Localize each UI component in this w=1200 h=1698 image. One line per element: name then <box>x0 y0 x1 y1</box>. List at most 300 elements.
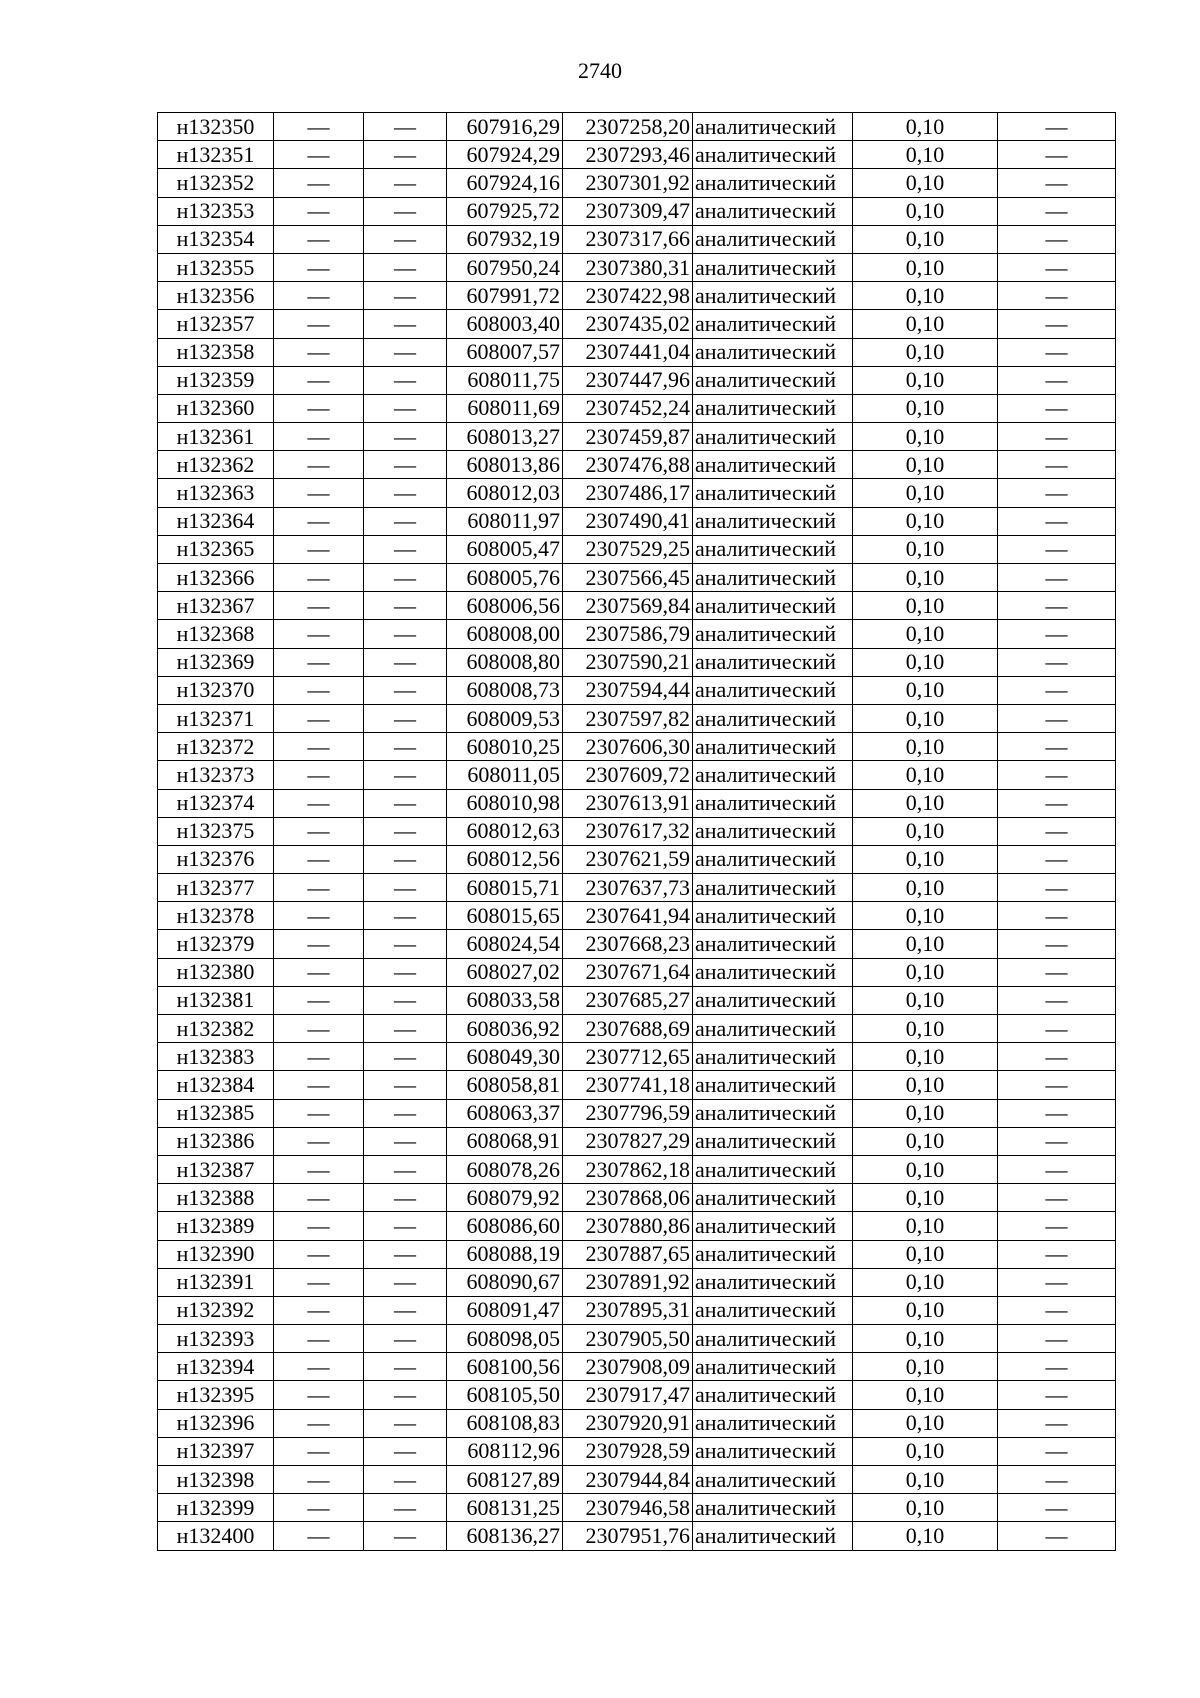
table-row <box>158 1184 1116 1212</box>
accuracy-cell: 0,10 <box>853 225 998 253</box>
table-row <box>158 423 1116 451</box>
table-row <box>158 704 1116 732</box>
y-coordinate-cell: 2307641,94 <box>563 902 693 930</box>
dash-cell: — <box>274 648 364 676</box>
x-coordinate-cell: 608027,02 <box>447 958 563 986</box>
table-row <box>158 366 1116 394</box>
y-coordinate-cell: 2307490,41 <box>563 507 693 535</box>
method-cell: аналитический <box>693 648 853 676</box>
method-cell: аналитический <box>693 1409 853 1437</box>
dash-cell: — <box>998 282 1116 310</box>
accuracy-cell: 0,10 <box>853 1437 998 1465</box>
dash-cell: — <box>364 141 447 169</box>
dash-cell: — <box>274 366 364 394</box>
accuracy-cell: 0,10 <box>853 1296 998 1324</box>
coordinates-table <box>157 112 1116 1551</box>
table-row <box>158 1437 1116 1465</box>
table-row <box>158 1494 1116 1522</box>
point-number-cell: н132353 <box>158 197 274 225</box>
accuracy-cell: 0,10 <box>853 902 998 930</box>
dash-cell: — <box>998 451 1116 479</box>
dash-cell: — <box>274 733 364 761</box>
table-row <box>158 902 1116 930</box>
accuracy-cell: 0,10 <box>853 1522 998 1550</box>
dash-cell: — <box>364 986 447 1014</box>
y-coordinate-cell: 2307887,65 <box>563 1240 693 1268</box>
accuracy-cell: 0,10 <box>853 535 998 563</box>
point-number-cell: н132391 <box>158 1268 274 1296</box>
dash-cell: — <box>364 1296 447 1324</box>
method-cell: аналитический <box>693 902 853 930</box>
method-cell: аналитический <box>693 1296 853 1324</box>
y-coordinate-cell: 2307880,86 <box>563 1212 693 1240</box>
dash-cell: — <box>998 958 1116 986</box>
point-number-cell: н132359 <box>158 366 274 394</box>
method-cell: аналитический <box>693 1155 853 1183</box>
dash-cell: — <box>274 845 364 873</box>
dash-cell: — <box>998 845 1116 873</box>
y-coordinate-cell: 2307613,91 <box>563 789 693 817</box>
dash-cell: — <box>364 648 447 676</box>
dash-cell: — <box>364 958 447 986</box>
method-cell: аналитический <box>693 141 853 169</box>
x-coordinate-cell: 608112,96 <box>447 1437 563 1465</box>
table-row <box>158 620 1116 648</box>
point-number-cell: н132375 <box>158 817 274 845</box>
point-number-cell: н132372 <box>158 733 274 761</box>
table-row <box>158 1296 1116 1324</box>
method-cell: аналитический <box>693 338 853 366</box>
point-number-cell: н132377 <box>158 874 274 902</box>
y-coordinate-cell: 2307688,69 <box>563 1015 693 1043</box>
dash-cell: — <box>274 1409 364 1437</box>
y-coordinate-cell: 2307422,98 <box>563 282 693 310</box>
method-cell: аналитический <box>693 1071 853 1099</box>
dash-cell: — <box>364 1381 447 1409</box>
method-cell: аналитический <box>693 761 853 789</box>
accuracy-cell: 0,10 <box>853 1043 998 1071</box>
dash-cell: — <box>274 451 364 479</box>
point-number-cell: н132400 <box>158 1522 274 1550</box>
table-row <box>158 789 1116 817</box>
accuracy-cell: 0,10 <box>853 1381 998 1409</box>
y-coordinate-cell: 2307741,18 <box>563 1071 693 1099</box>
point-number-cell: н132395 <box>158 1381 274 1409</box>
table-row <box>158 1268 1116 1296</box>
dash-cell: — <box>274 1522 364 1550</box>
dash-cell: — <box>274 761 364 789</box>
y-coordinate-cell: 2307476,88 <box>563 451 693 479</box>
dash-cell: — <box>274 1127 364 1155</box>
dash-cell: — <box>364 1325 447 1353</box>
method-cell: аналитический <box>693 394 853 422</box>
dash-cell: — <box>274 1015 364 1043</box>
dash-cell: — <box>998 1071 1116 1099</box>
dash-cell: — <box>274 902 364 930</box>
method-cell: аналитический <box>693 1325 853 1353</box>
method-cell: аналитический <box>693 1184 853 1212</box>
dash-cell: — <box>274 169 364 197</box>
dash-cell: — <box>274 253 364 281</box>
y-coordinate-cell: 2307441,04 <box>563 338 693 366</box>
x-coordinate-cell: 607925,72 <box>447 197 563 225</box>
dash-cell: — <box>998 930 1116 958</box>
dash-cell: — <box>364 1240 447 1268</box>
point-number-cell: н132352 <box>158 169 274 197</box>
point-number-cell: н132383 <box>158 1043 274 1071</box>
method-cell: аналитический <box>693 310 853 338</box>
dash-cell: — <box>998 874 1116 902</box>
dash-cell: — <box>998 1325 1116 1353</box>
x-coordinate-cell: 608008,80 <box>447 648 563 676</box>
dash-cell: — <box>364 1437 447 1465</box>
point-number-cell: н132373 <box>158 761 274 789</box>
y-coordinate-cell: 2307447,96 <box>563 366 693 394</box>
table-row <box>158 113 1116 141</box>
accuracy-cell: 0,10 <box>853 451 998 479</box>
point-number-cell: н132350 <box>158 113 274 141</box>
dash-cell: — <box>998 1043 1116 1071</box>
accuracy-cell: 0,10 <box>853 366 998 394</box>
point-number-cell: н132385 <box>158 1099 274 1127</box>
table-row <box>158 1015 1116 1043</box>
y-coordinate-cell: 2307908,09 <box>563 1353 693 1381</box>
method-cell: аналитический <box>693 1015 853 1043</box>
table-row <box>158 1325 1116 1353</box>
method-cell: аналитический <box>693 1212 853 1240</box>
dash-cell: — <box>274 535 364 563</box>
table-row <box>158 141 1116 169</box>
table-row <box>158 479 1116 507</box>
x-coordinate-cell: 607916,29 <box>447 113 563 141</box>
table-row <box>158 507 1116 535</box>
dash-cell: — <box>998 507 1116 535</box>
accuracy-cell: 0,10 <box>853 761 998 789</box>
table-row <box>158 225 1116 253</box>
dash-cell: — <box>998 1212 1116 1240</box>
method-cell: аналитический <box>693 1099 853 1127</box>
method-cell: аналитический <box>693 620 853 648</box>
dash-cell: — <box>274 423 364 451</box>
point-number-cell: н132382 <box>158 1015 274 1043</box>
dash-cell: — <box>274 874 364 902</box>
dash-cell: — <box>274 1071 364 1099</box>
accuracy-cell: 0,10 <box>853 620 998 648</box>
dash-cell: — <box>998 479 1116 507</box>
method-cell: аналитический <box>693 845 853 873</box>
table-row <box>158 197 1116 225</box>
y-coordinate-cell: 2307946,58 <box>563 1494 693 1522</box>
method-cell: аналитический <box>693 986 853 1014</box>
x-coordinate-cell: 608011,97 <box>447 507 563 535</box>
dash-cell: — <box>274 113 364 141</box>
dash-cell: — <box>274 141 364 169</box>
table-row <box>158 1409 1116 1437</box>
dash-cell: — <box>364 1494 447 1522</box>
dash-cell: — <box>274 282 364 310</box>
table-row <box>158 282 1116 310</box>
dash-cell: — <box>274 479 364 507</box>
accuracy-cell: 0,10 <box>853 197 998 225</box>
x-coordinate-cell: 608108,83 <box>447 1409 563 1437</box>
dash-cell: — <box>364 1127 447 1155</box>
x-coordinate-cell: 608131,25 <box>447 1494 563 1522</box>
point-number-cell: н132361 <box>158 423 274 451</box>
point-number-cell: н132392 <box>158 1296 274 1324</box>
dash-cell: — <box>274 1212 364 1240</box>
table-row <box>158 310 1116 338</box>
dash-cell: — <box>998 817 1116 845</box>
dash-cell: — <box>998 789 1116 817</box>
dash-cell: — <box>998 1268 1116 1296</box>
y-coordinate-cell: 2307905,50 <box>563 1325 693 1353</box>
x-coordinate-cell: 608105,50 <box>447 1381 563 1409</box>
dash-cell: — <box>998 564 1116 592</box>
y-coordinate-cell: 2307621,59 <box>563 845 693 873</box>
y-coordinate-cell: 2307617,32 <box>563 817 693 845</box>
x-coordinate-cell: 607924,29 <box>447 141 563 169</box>
accuracy-cell: 0,10 <box>853 141 998 169</box>
method-cell: аналитический <box>693 1127 853 1155</box>
point-number-cell: н132381 <box>158 986 274 1014</box>
y-coordinate-cell: 2307827,29 <box>563 1127 693 1155</box>
point-number-cell: н132397 <box>158 1437 274 1465</box>
method-cell: аналитический <box>693 958 853 986</box>
accuracy-cell: 0,10 <box>853 1494 998 1522</box>
y-coordinate-cell: 2307258,20 <box>563 113 693 141</box>
dash-cell: — <box>998 1099 1116 1127</box>
y-coordinate-cell: 2307569,84 <box>563 592 693 620</box>
accuracy-cell: 0,10 <box>853 592 998 620</box>
point-number-cell: н132384 <box>158 1071 274 1099</box>
dash-cell: — <box>364 874 447 902</box>
y-coordinate-cell: 2307586,79 <box>563 620 693 648</box>
x-coordinate-cell: 608088,19 <box>447 1240 563 1268</box>
point-number-cell: н132399 <box>158 1494 274 1522</box>
accuracy-cell: 0,10 <box>853 479 998 507</box>
accuracy-cell: 0,10 <box>853 338 998 366</box>
y-coordinate-cell: 2307566,45 <box>563 564 693 592</box>
method-cell: аналитический <box>693 564 853 592</box>
point-number-cell: н132387 <box>158 1155 274 1183</box>
table-row <box>158 648 1116 676</box>
method-cell: аналитический <box>693 1466 853 1494</box>
accuracy-cell: 0,10 <box>853 704 998 732</box>
table-row <box>158 733 1116 761</box>
y-coordinate-cell: 2307917,47 <box>563 1381 693 1409</box>
dash-cell: — <box>274 225 364 253</box>
dash-cell: — <box>364 676 447 704</box>
y-coordinate-cell: 2307796,59 <box>563 1099 693 1127</box>
dash-cell: — <box>274 1494 364 1522</box>
accuracy-cell: 0,10 <box>853 1212 998 1240</box>
x-coordinate-cell: 608013,86 <box>447 451 563 479</box>
dash-cell: — <box>364 704 447 732</box>
accuracy-cell: 0,10 <box>853 1099 998 1127</box>
accuracy-cell: 0,10 <box>853 1071 998 1099</box>
accuracy-cell: 0,10 <box>853 1268 998 1296</box>
dash-cell: — <box>998 423 1116 451</box>
accuracy-cell: 0,10 <box>853 169 998 197</box>
dash-cell: — <box>274 1268 364 1296</box>
dash-cell: — <box>998 676 1116 704</box>
point-number-cell: н132393 <box>158 1325 274 1353</box>
method-cell: аналитический <box>693 423 853 451</box>
dash-cell: — <box>274 394 364 422</box>
accuracy-cell: 0,10 <box>853 1015 998 1043</box>
point-number-cell: н132370 <box>158 676 274 704</box>
dash-cell: — <box>998 338 1116 366</box>
dash-cell: — <box>364 451 447 479</box>
accuracy-cell: 0,10 <box>853 310 998 338</box>
y-coordinate-cell: 2307293,46 <box>563 141 693 169</box>
dash-cell: — <box>364 479 447 507</box>
method-cell: аналитический <box>693 874 853 902</box>
dash-cell: — <box>274 1099 364 1127</box>
x-coordinate-cell: 608036,92 <box>447 1015 563 1043</box>
x-coordinate-cell: 608013,27 <box>447 423 563 451</box>
x-coordinate-cell: 608008,00 <box>447 620 563 648</box>
point-number-cell: н132364 <box>158 507 274 535</box>
accuracy-cell: 0,10 <box>853 564 998 592</box>
y-coordinate-cell: 2307529,25 <box>563 535 693 563</box>
y-coordinate-cell: 2307609,72 <box>563 761 693 789</box>
y-coordinate-cell: 2307317,66 <box>563 225 693 253</box>
accuracy-cell: 0,10 <box>853 1184 998 1212</box>
table-row <box>158 1099 1116 1127</box>
y-coordinate-cell: 2307606,30 <box>563 733 693 761</box>
dash-cell: — <box>274 620 364 648</box>
x-coordinate-cell: 608015,65 <box>447 902 563 930</box>
x-coordinate-cell: 608010,98 <box>447 789 563 817</box>
dash-cell: — <box>364 423 447 451</box>
dash-cell: — <box>364 225 447 253</box>
x-coordinate-cell: 608098,05 <box>447 1325 563 1353</box>
x-coordinate-cell: 608009,53 <box>447 704 563 732</box>
point-number-cell: н132367 <box>158 592 274 620</box>
dash-cell: — <box>998 733 1116 761</box>
x-coordinate-cell: 608007,57 <box>447 338 563 366</box>
table-row <box>158 1155 1116 1183</box>
dash-cell: — <box>364 789 447 817</box>
y-coordinate-cell: 2307452,24 <box>563 394 693 422</box>
dash-cell: — <box>998 1353 1116 1381</box>
y-coordinate-cell: 2307944,84 <box>563 1466 693 1494</box>
dash-cell: — <box>364 817 447 845</box>
dash-cell: — <box>274 986 364 1014</box>
x-coordinate-cell: 608011,69 <box>447 394 563 422</box>
dash-cell: — <box>998 761 1116 789</box>
point-number-cell: н132363 <box>158 479 274 507</box>
point-number-cell: н132355 <box>158 253 274 281</box>
table-row <box>158 817 1116 845</box>
dash-cell: — <box>998 1127 1116 1155</box>
point-number-cell: н132362 <box>158 451 274 479</box>
x-coordinate-cell: 608091,47 <box>447 1296 563 1324</box>
point-number-cell: н132380 <box>158 958 274 986</box>
dash-cell: — <box>364 1466 447 1494</box>
dash-cell: — <box>274 1325 364 1353</box>
dash-cell: — <box>364 592 447 620</box>
accuracy-cell: 0,10 <box>853 1409 998 1437</box>
accuracy-cell: 0,10 <box>853 1240 998 1268</box>
table-row <box>158 1071 1116 1099</box>
table-row <box>158 338 1116 366</box>
y-coordinate-cell: 2307891,92 <box>563 1268 693 1296</box>
point-number-cell: н132368 <box>158 620 274 648</box>
dash-cell: — <box>998 225 1116 253</box>
y-coordinate-cell: 2307309,47 <box>563 197 693 225</box>
accuracy-cell: 0,10 <box>853 1155 998 1183</box>
dash-cell: — <box>274 564 364 592</box>
x-coordinate-cell: 608079,92 <box>447 1184 563 1212</box>
x-coordinate-cell: 608063,37 <box>447 1099 563 1127</box>
dash-cell: — <box>274 789 364 817</box>
point-number-cell: н132394 <box>158 1353 274 1381</box>
accuracy-cell: 0,10 <box>853 113 998 141</box>
y-coordinate-cell: 2307712,65 <box>563 1043 693 1071</box>
x-coordinate-cell: 608012,63 <box>447 817 563 845</box>
dash-cell: — <box>364 113 447 141</box>
accuracy-cell: 0,10 <box>853 1466 998 1494</box>
method-cell: аналитический <box>693 789 853 817</box>
point-number-cell: н132378 <box>158 902 274 930</box>
method-cell: аналитический <box>693 366 853 394</box>
y-coordinate-cell: 2307597,82 <box>563 704 693 732</box>
dash-cell: — <box>998 310 1116 338</box>
y-coordinate-cell: 2307486,17 <box>563 479 693 507</box>
x-coordinate-cell: 608090,67 <box>447 1268 563 1296</box>
dash-cell: — <box>998 1409 1116 1437</box>
table-row <box>158 564 1116 592</box>
method-cell: аналитический <box>693 930 853 958</box>
dash-cell: — <box>364 845 447 873</box>
table-row <box>158 169 1116 197</box>
x-coordinate-cell: 608008,73 <box>447 676 563 704</box>
method-cell: аналитический <box>693 1381 853 1409</box>
x-coordinate-cell: 607924,16 <box>447 169 563 197</box>
accuracy-cell: 0,10 <box>853 676 998 704</box>
method-cell: аналитический <box>693 1353 853 1381</box>
method-cell: аналитический <box>693 253 853 281</box>
dash-cell: — <box>274 197 364 225</box>
dash-cell: — <box>364 1409 447 1437</box>
dash-cell: — <box>998 197 1116 225</box>
table-row <box>158 451 1116 479</box>
method-cell: аналитический <box>693 282 853 310</box>
x-coordinate-cell: 608127,89 <box>447 1466 563 1494</box>
dash-cell: — <box>274 1296 364 1324</box>
x-coordinate-cell: 608010,25 <box>447 733 563 761</box>
dash-cell: — <box>998 902 1116 930</box>
x-coordinate-cell: 607991,72 <box>447 282 563 310</box>
method-cell: аналитический <box>693 1240 853 1268</box>
x-coordinate-cell: 607932,19 <box>447 225 563 253</box>
accuracy-cell: 0,10 <box>853 789 998 817</box>
dash-cell: — <box>364 507 447 535</box>
dash-cell: — <box>364 1184 447 1212</box>
table-body <box>158 113 1116 1551</box>
accuracy-cell: 0,10 <box>853 874 998 902</box>
method-cell: аналитический <box>693 535 853 563</box>
point-number-cell: н132357 <box>158 310 274 338</box>
point-number-cell: н132358 <box>158 338 274 366</box>
dash-cell: — <box>274 338 364 366</box>
table-row <box>158 1353 1116 1381</box>
dash-cell: — <box>364 1043 447 1071</box>
dash-cell: — <box>364 394 447 422</box>
page-number: 2740 <box>578 58 622 83</box>
